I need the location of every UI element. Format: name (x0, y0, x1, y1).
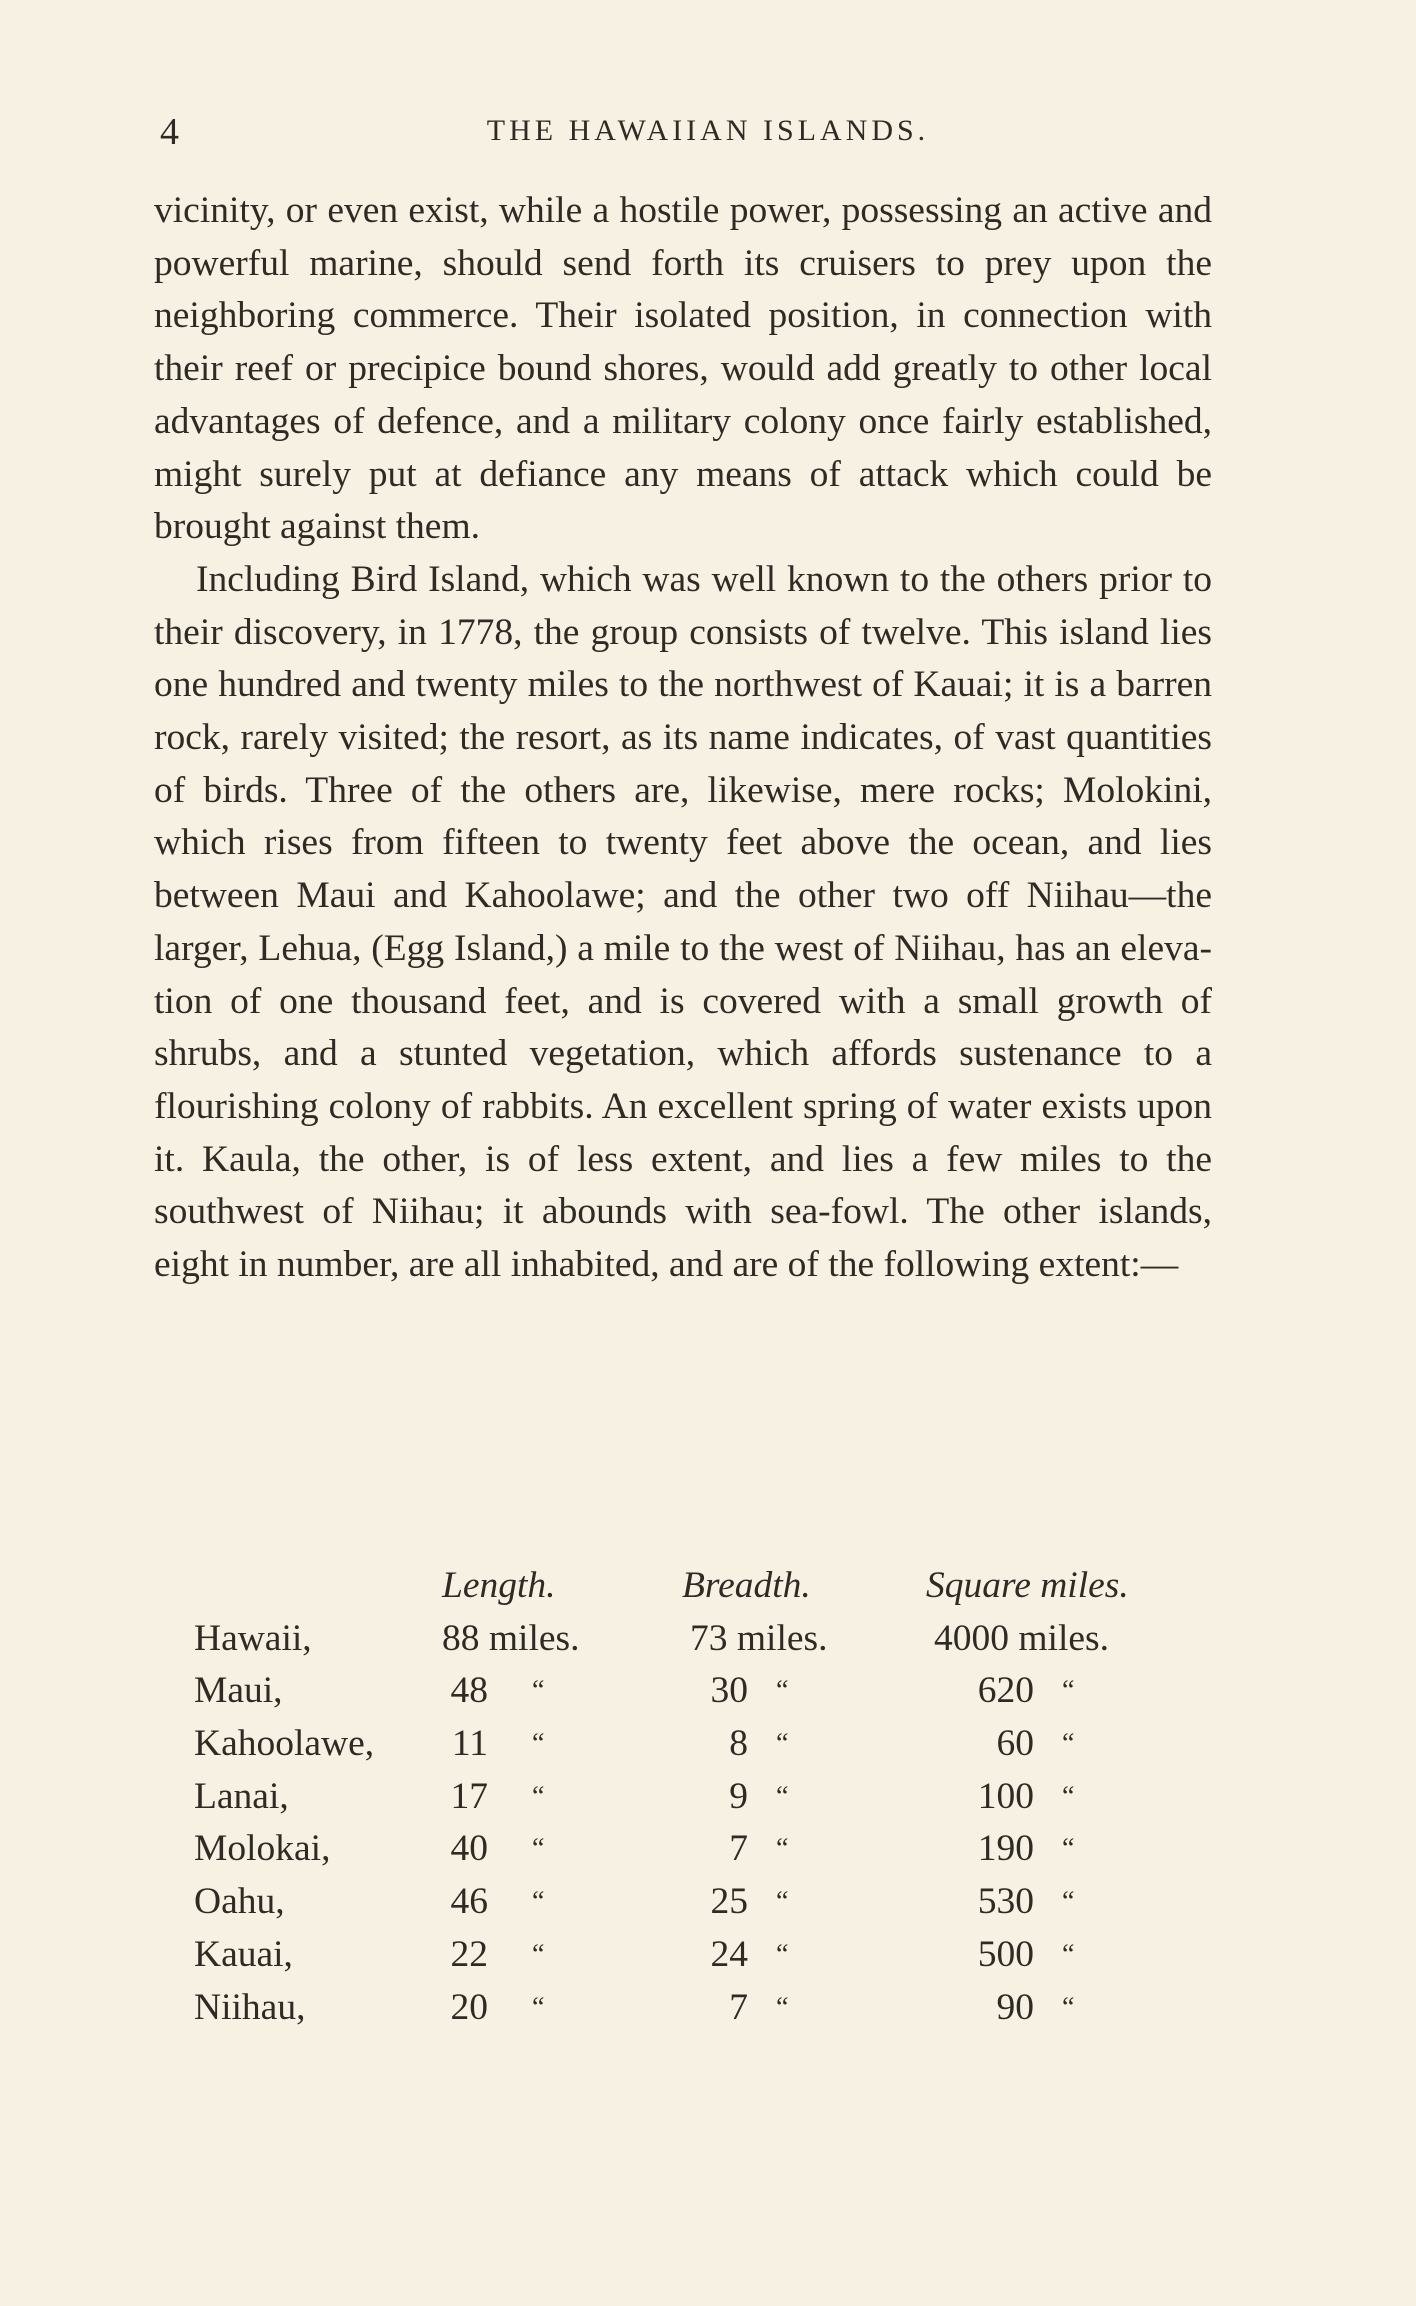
island-name: Kauai, (194, 1933, 293, 1975)
table-row (154, 1823, 1254, 1876)
table-row (154, 1876, 1254, 1929)
square-miles-cell: 100 (977, 1775, 1034, 1817)
square-miles-cell: 4000 miles. (934, 1617, 1109, 1659)
ditto-mark: “ (1062, 1886, 1075, 1918)
island-name: Lanai, (194, 1775, 289, 1817)
header-breadth: Breadth. (682, 1565, 811, 1606)
table-row (154, 1665, 1254, 1718)
island-name: Oahu, (194, 1881, 285, 1923)
ditto-mark: “ (1062, 1675, 1075, 1707)
table-row (154, 1718, 1254, 1771)
breadth-cell: 7 (729, 1828, 748, 1870)
square-miles-cell: 500 (977, 1933, 1034, 1975)
ditto-mark: “ (1062, 1991, 1075, 2023)
length-cell: 22 (450, 1933, 488, 1975)
body-text (154, 185, 1212, 1292)
square-miles-cell: 190 (977, 1828, 1034, 1870)
island-name: Molokai, (194, 1828, 331, 1870)
ditto-mark: “ (1062, 1938, 1075, 1970)
length-cell: 88 miles. (442, 1617, 580, 1659)
length-cell: 46 (450, 1881, 488, 1923)
ditto-mark: “ (776, 1991, 789, 2023)
breadth-cell: 24 (710, 1933, 748, 1975)
island-name: Hawaii, (194, 1617, 312, 1659)
ditto-mark: “ (776, 1833, 789, 1865)
square-miles-cell: 620 (977, 1670, 1034, 1712)
square-miles-cell: 60 (996, 1723, 1034, 1765)
ditto-mark: “ (776, 1675, 789, 1707)
ditto-mark: “ (1062, 1728, 1075, 1760)
ditto-mark: “ (532, 1886, 545, 1918)
breadth-cell: 7 (729, 1986, 748, 2028)
table-row (154, 1613, 1254, 1666)
island-name: Niihau, (194, 1986, 306, 2028)
islands-table (154, 1560, 1254, 2034)
table-header-row (154, 1560, 1254, 1613)
length-cell: 40 (450, 1828, 488, 1870)
island-name: Kahoolawe, (194, 1723, 375, 1765)
ditto-mark: “ (532, 1991, 545, 2023)
length-cell: 20 (450, 1986, 488, 2028)
length-cell: 48 (450, 1670, 488, 1712)
breadth-cell: 8 (729, 1723, 748, 1765)
ditto-mark: “ (1062, 1833, 1075, 1865)
paragraph: vicinity, or even exist, while a hostile power, possessing an active and powerful marine, should send forth its cruisers to prey upon the neighboring commerce. Their isolated position, in connection with their reef or precipice bound shores, would add greatly to other local advantages of defence, and a military colony once fairly established, might surely put at defiance any means of attack which could be brought against them. (154, 190, 1212, 548)
ditto-mark: “ (532, 1675, 545, 1707)
ditto-mark: “ (776, 1938, 789, 1970)
breadth-cell: 9 (729, 1775, 748, 1817)
length-cell: 11 (451, 1723, 488, 1765)
table-row (154, 1771, 1254, 1824)
ditto-mark: “ (532, 1938, 545, 1970)
table-row (154, 1929, 1254, 1982)
page-number: 4 (160, 111, 179, 153)
table-row (154, 1982, 1254, 2035)
ditto-mark: “ (532, 1780, 545, 1812)
ditto-mark: “ (532, 1728, 545, 1760)
ditto-mark: “ (776, 1780, 789, 1812)
length-cell: 17 (450, 1775, 488, 1817)
ditto-mark: “ (776, 1886, 789, 1918)
header-length: Length. (442, 1565, 556, 1606)
running-title: THE HAWAIIAN ISLANDS. (486, 114, 930, 147)
square-miles-cell: 90 (996, 1986, 1034, 2028)
ditto-mark: “ (532, 1833, 545, 1865)
ditto-mark: “ (1062, 1780, 1075, 1812)
table-body (154, 1665, 1254, 2034)
ditto-mark: “ (776, 1728, 789, 1760)
breadth-cell: 30 (710, 1670, 748, 1712)
breadth-cell: 73 miles. (690, 1617, 828, 1659)
paragraph: Including Bird Island, which was well known to the others prior to their discovery, in 1778, the group consists of twelve. This island lies one hundred and twenty miles to the northwest of Kauai; it is a barren rock, rarely visited; the resort, as its name indicates, of vast quantities of birds. Three of the others are, likewise, mere rocks; Molokini, which rises from fifteen to twenty feet above the ocean, and lies between Maui and Kahoolawe; and the other two off Niihau—the larger, Lehua, (Egg Island,) a mile to the west of Niihau, has an elevation of one thousand feet, and is covered with a small growth of shrubs, and a stunted vegetation, which affords sustenance to a flourishing colony of rabbits. An excellent spring of water exists upon it. Kaula, the other, is of less extent, and lies a few miles to the southwest of Niihau; it abounds with sea-fowl. The other islands, eight in number, are all inhabited, and are of the following extent:— (154, 558, 1212, 1286)
island-name: Maui, (194, 1670, 283, 1712)
header-square-miles: Square miles. (926, 1565, 1129, 1606)
breadth-cell: 25 (710, 1881, 748, 1923)
square-miles-cell: 530 (977, 1881, 1034, 1923)
